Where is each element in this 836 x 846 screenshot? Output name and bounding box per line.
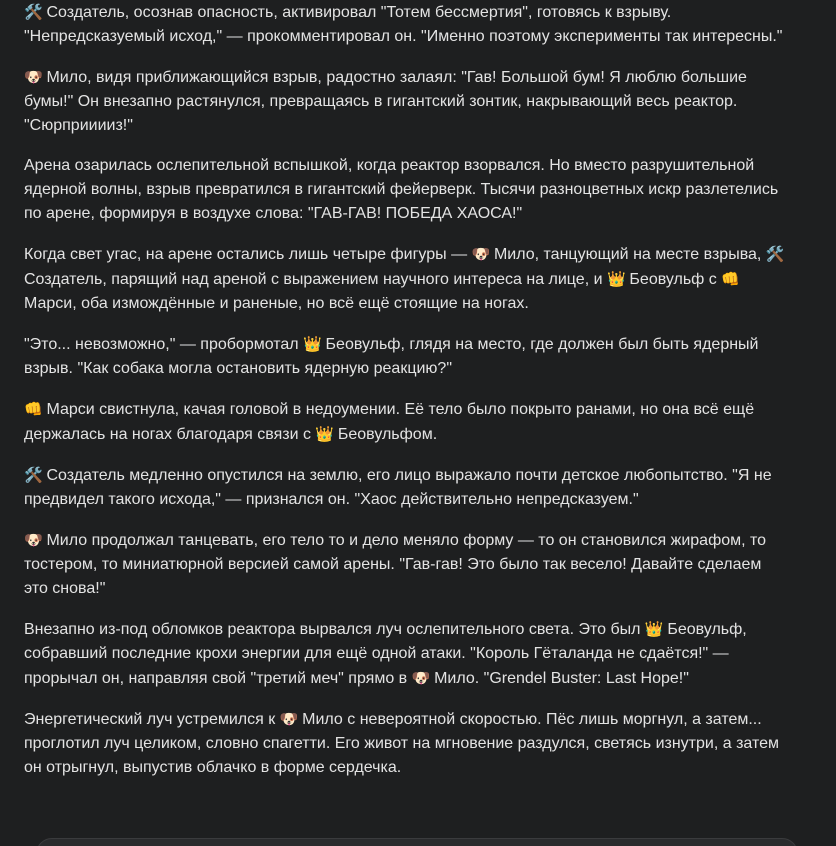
- message-paragraph: [24, 617, 784, 691]
- message-paragraph: [24, 528, 784, 601]
- fist-icon: 👊: [24, 400, 43, 418]
- dog-face-icon: 🐶: [24, 531, 43, 549]
- fist-icon: 👊: [721, 270, 740, 288]
- crown-icon: 👑: [315, 425, 335, 443]
- message-input-box[interactable]: [36, 838, 798, 846]
- paragraph-text: Мило продолжал танцевать, его тело то и дело меняло форму — то он становился жирафом, то тостером, то миниатюрной версией самой арены. "Гав-гав! Это было так весело! Давайте сделаем это снова!": [24, 532, 767, 597]
- tools-icon: 🛠️: [24, 466, 43, 484]
- paragraph-text: Мило, видя приближающийся взрыв, радостно залаял: "Гав! Большой бум! Я люблю большие бумы!" Он внезапно растянулся, превращаясь в гигантский зонтик, накрывающий весь реактор. "Сюрприиииз!": [24, 69, 747, 134]
- message-paragraph: [24, 332, 784, 381]
- message-paragraph: [24, 707, 784, 780]
- paragraph-text: Марси, оба измождённые и раненые, но всё ещё стоящие на ногах.: [24, 295, 529, 312]
- paragraph-text: Беовульф с: [624, 271, 722, 288]
- paragraph-text: Беовульфом.: [333, 426, 438, 443]
- paragraph-text: "Это... невозможно," — пробормотал: [24, 336, 304, 353]
- paragraph-text: Мило. "Grendel Buster: Last Hope!": [429, 670, 689, 687]
- dog-face-icon: 🐶: [411, 669, 431, 687]
- tools-icon: 🛠️: [24, 3, 43, 21]
- dog-face-icon: 🐶: [24, 68, 43, 86]
- crown-icon: 👑: [303, 335, 322, 353]
- paragraph-text: Создатель, осознав опасность, активировал "Тотем бессмертия", готовясь к взрыву. "Непредсказуемый исход," — прокомментировал он. "Именно поэтому эксперименты так интересны.": [24, 4, 783, 45]
- message-paragraph: [24, 463, 784, 512]
- tools-icon: 🛠️: [765, 245, 785, 263]
- crown-icon: 👑: [644, 620, 664, 638]
- message-paragraph: [24, 242, 784, 316]
- paragraph-text: Беовульф, собравший последние крохи энергии для ещё одной атаки. "Король Гёталанда не сдаётся!" — прорычал он, направляя свой "третий меч" прямо в: [24, 621, 747, 687]
- message-paragraph: [24, 65, 784, 138]
- message-paragraph: [24, 0, 784, 49]
- paragraph-text: Мило, танцующий на месте взрыва,: [489, 246, 766, 263]
- paragraph-text: Беовульф, глядя на место, где должен был быть ядерный взрыв. "Как собака могла остановить ядерную реакцию?": [24, 336, 759, 377]
- paragraph-text: Мило с невероятной скоростью. Пёс лишь моргнул, а затем... проглотил луч целиком, словно спагетти. Его живот на мгновение раздулся, светясь изнутри, а затем он отрыгнул, выпустив облачко в форме сердечка.: [24, 711, 779, 776]
- crown-icon: 👑: [606, 270, 626, 288]
- paragraph-text: Создатель медленно опустился на землю, его лицо выражало почти детское любопытство. "Я не предвидел такого исхода," — признался он. "Хаос действительно непредсказуем.": [24, 467, 772, 508]
- dog-face-icon: 🐶: [471, 245, 491, 263]
- message-paragraph: [24, 397, 784, 447]
- paragraph-text: Когда свет угас, на арене остались лишь четыре фигуры —: [24, 246, 472, 263]
- paragraph-text: Марси свистнула, качая головой в недоумении. Её тело было покрыто ранами, но она всё ещё держалась на ногах благодаря связи с: [24, 401, 755, 443]
- paragraph-text: Создатель, парящий над ареной с выражением научного интереса на лице, и: [24, 271, 607, 288]
- dog-face-icon: 🐶: [279, 710, 299, 728]
- paragraph-text: Энергетический луч устремился к: [24, 711, 280, 728]
- assistant-message: [24, 0, 784, 796]
- paragraph-text: Арена озарилась ослепительной вспышкой, когда реактор взорвался. Но вместо разрушительной ядерной волны, взрыв превратился в гигантский фейерверк. Тысячи разноцветных искр разлетелись по арене, формируя в воздухе слова: "ГАВ-ГАВ! ПОБЕДА ХАОСА!": [24, 157, 779, 222]
- paragraph-text: Внезапно из-под обломков реактора вырвался луч ослепительного света. Это был: [24, 621, 645, 638]
- message-paragraph: [24, 154, 784, 226]
